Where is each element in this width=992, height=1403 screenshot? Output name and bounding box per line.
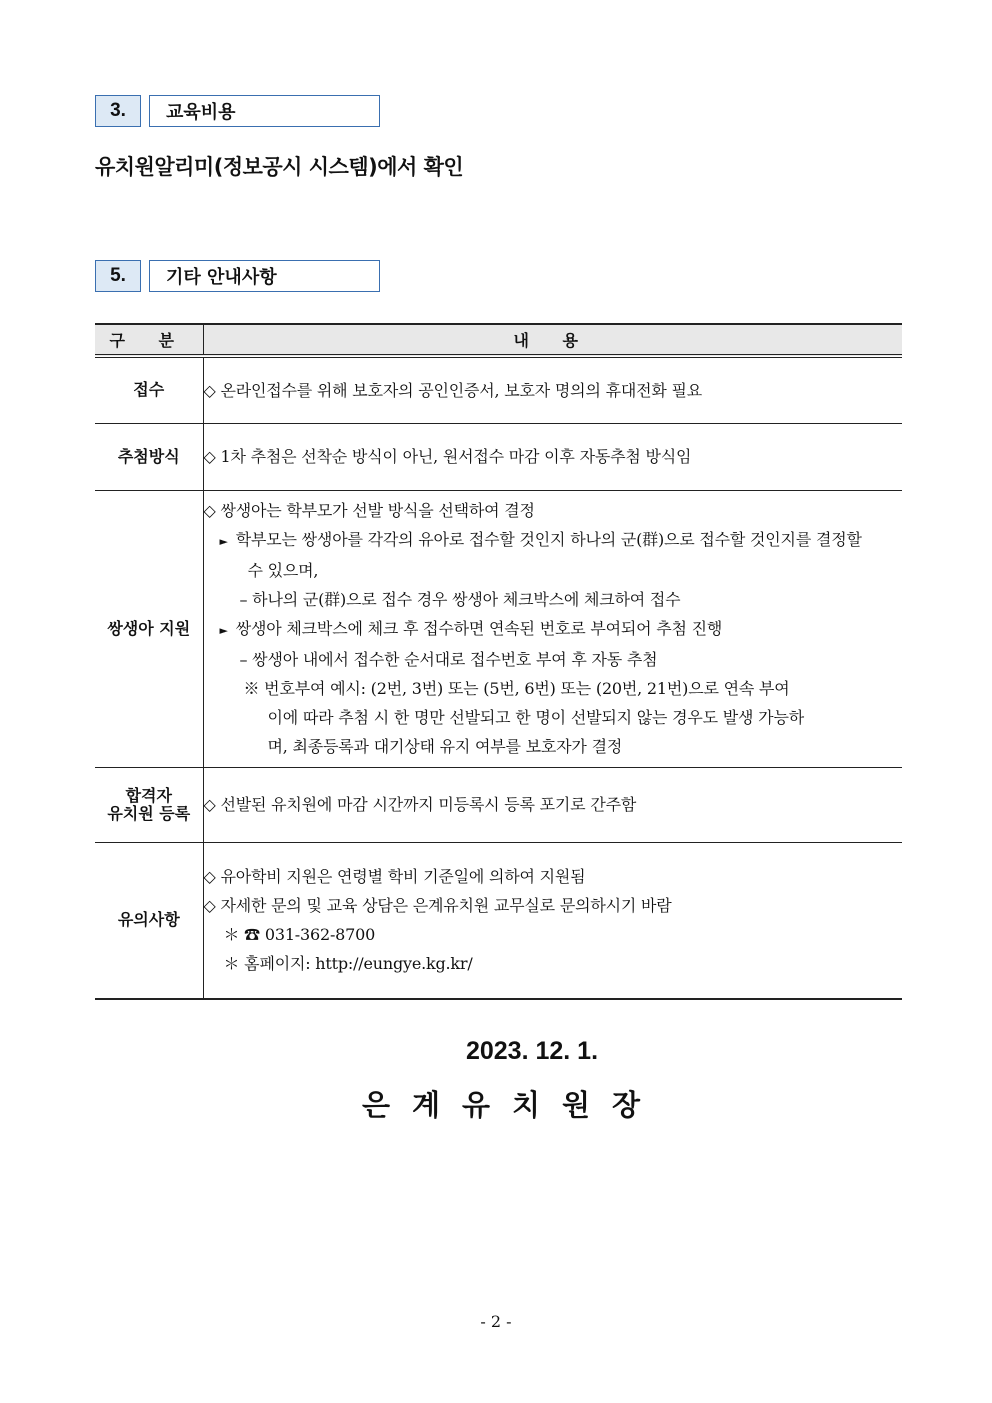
content-line: ※ 번호부여 예시: (2번, 3번) 또는 (5번, 6번) 또는 (20번, 21번)으로 연속 부여 [243,679,790,698]
row-label-line: 합격자 [125,785,172,805]
row-label: 쌍생아 지원 [95,490,203,767]
content-line: ◇ 쌍생아는 학부모가 선발 방식을 선택하여 결정 [203,501,535,520]
table-header-row [95,324,902,356]
row-content [203,490,902,767]
page-number: - 2 - [480,1312,512,1331]
content-line [204,614,903,645]
section-number: 3. [95,95,141,127]
content-line: ＊ 홈페이지: http://eungye.kg.kr/ [223,954,473,974]
column-header: 내 용 [203,324,902,356]
table-row [95,490,902,767]
table-row [95,356,902,423]
table-row [95,767,902,842]
signer-name: 은계유치원장 [361,1088,663,1122]
row-content [203,842,902,999]
content-line: ◇ 1차 추첨은 선착순 방식이 아닌, 원서접수 마감 이후 자동추첨 방식임 [203,447,692,466]
content-line: 이에 따라 추첨 시 한 명만 선발되고 한 명이 선발되지 않는 경우도 발생 가능하 [267,708,804,727]
content-line: ◇ 온라인접수를 위해 보호자의 공인인증서, 보호자 명의의 휴대전화 필요 [203,380,703,400]
content-line: ◇ 유아학비 지원은 연령별 학비 기준일에 의하여 지원됨 [203,867,586,887]
triangle-bullet-icon: ► [219,535,228,548]
content-line: ◇ 선발된 유치원에 마감 시간까지 미등록시 등록 포기로 간주함 [203,795,637,814]
lead-text: 유치원알리미(정보공시 시스템)에서 확인 [95,155,464,179]
content-line [204,525,903,556]
row-label: 접수 [95,356,203,423]
triangle-bullet-icon: ► [219,624,228,637]
content-line: – 하나의 군(群)으로 접수 경우 쌍생아 체크박스에 체크하여 접수 [239,590,681,609]
column-header: 구 분 [95,324,203,356]
row-content [203,767,902,842]
content-text: 쌍생아 체크박스에 체크 후 접수하면 연속된 번호로 부여되어 추첨 진행 [235,619,723,638]
document-date: 2023. 12. 1. [465,1037,599,1065]
row-label-line: 유치원 등록 [107,803,191,823]
content-line: 수 있으며, [247,561,319,580]
section-number: 5. [95,260,141,292]
row-content [203,356,902,423]
row-label: 유의사항 [95,842,203,999]
row-label [95,767,203,842]
table-row [95,842,902,999]
content-line: 며, 최종등록과 대기상태 유지 여부를 보호자가 결정 [267,737,623,756]
content-line: ◇ 자세한 문의 및 교육 상담은 은계유치원 교무실로 문의하시기 바람 [203,896,672,916]
content-text: 학부모는 쌍생아를 각각의 유아로 접수할 것인지 하나의 군(群)으로 접수할 것인지를 결정할 [235,530,862,549]
row-content [203,423,902,490]
content-line: – 쌍생아 내에서 접수한 순서대로 접수번호 부여 후 자동 추첨 [239,650,658,669]
content-line: ＊ ☎ 031-362-8700 [223,925,376,945]
info-table [95,323,902,1000]
section-title: 교육비용 [149,95,380,127]
section-title: 기타 안내사항 [149,260,380,292]
table-row [95,423,902,490]
row-label: 추첨방식 [95,423,203,490]
